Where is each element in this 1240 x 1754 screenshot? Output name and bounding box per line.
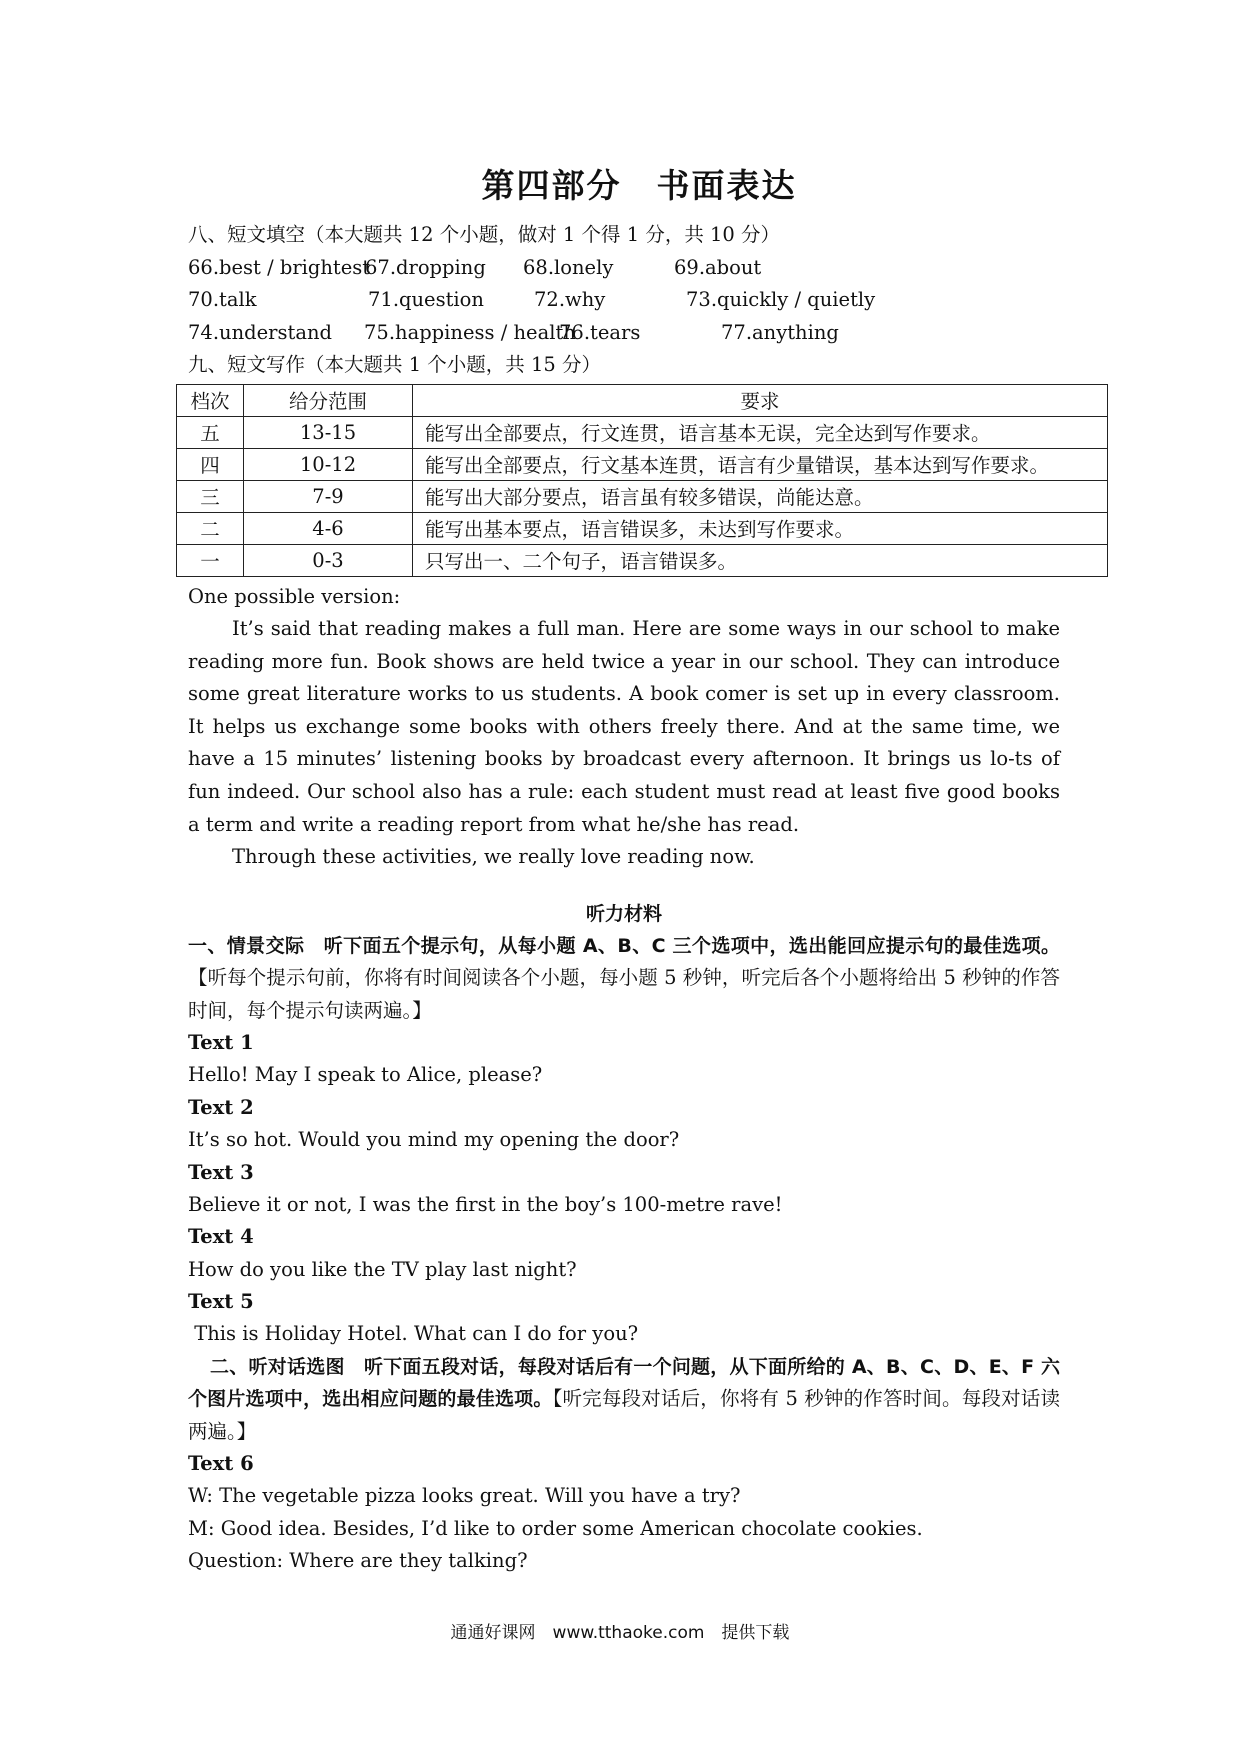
table-row [177, 512, 1108, 544]
table-cell-range: 7-9 [244, 480, 413, 512]
table-cell-range: 10-12 [244, 448, 413, 480]
answer-68: 68.lonely [523, 255, 614, 279]
answer-77: 77.anything [721, 320, 839, 344]
table-header-requirement: 要求 [413, 384, 1108, 416]
answer-75: 75.happiness / health [364, 320, 576, 344]
listening-part1-note: 【听每个提示句前，你将有时间阅读各个小题，每小题 5 秒钟，听完后各个小题将给出 5 秒钟的作答时间，每个提示句读两遍。】 [188, 966, 1060, 1022]
answer-76: 76.tears [559, 320, 641, 344]
listening-part2-note: 【听完每段对话后，你将有 5 秒钟的作答时间。每段对话读两遍。】 [188, 1387, 1060, 1443]
table-cell-level: 二 [177, 512, 244, 544]
listening-heading: 听力材料 [585, 902, 662, 925]
answer-74: 74.understand [188, 320, 332, 344]
table-cell-requirement: 能写出全部要点，行文连贯，语言基本无误，完全达到写作要求。 [413, 416, 1108, 448]
answer-row-1 [188, 252, 1060, 285]
text-label: Text 2 [188, 1095, 254, 1119]
table-header-range: 给分范围 [244, 384, 413, 416]
table-cell-level: 一 [177, 544, 244, 576]
page-title: 第四部分 书面表达 [481, 166, 797, 205]
answer-69: 69.about [674, 255, 762, 279]
text-label: Text 4 [188, 1225, 254, 1249]
text-label: Text 3 [188, 1160, 254, 1184]
dialogue-man-line: M: Good idea. Besides, I’d like to order some American chocolate cookies. [188, 1516, 923, 1540]
page-footer: 通通好课网 www.tthaoke.com 提供下载 [450, 1623, 790, 1643]
table-cell-requirement: 能写出基本要点，语言错误多，未达到写作要求。 [413, 512, 1108, 544]
text-sentence: This is Holiday Hotel. What can I do for you? [188, 1322, 639, 1346]
table-cell-range: 13-15 [244, 416, 413, 448]
table-cell-level: 三 [177, 480, 244, 512]
scoring-table [176, 384, 1108, 577]
table-cell-range: 4-6 [244, 512, 413, 544]
answer-71: 71.question [368, 288, 484, 311]
table-row [177, 416, 1108, 448]
text-label: Text 5 [188, 1290, 254, 1314]
listening-part2-instructions [188, 1351, 1060, 1448]
listening-part1-bold: 一、情景交际 听下面五个提示句，从每小题 A、B、C 三个选项中，选出能回应提示句的最佳选项。 [188, 934, 1060, 957]
sample-essay-paragraph-2: Through these activities, we really love reading now. [232, 845, 755, 869]
table-cell-requirement: 只写出一、二个句子，语言错误多。 [413, 544, 1108, 576]
table-cell-requirement: 能写出全部要点，行文基本连贯，语言有少量错误，基本达到写作要求。 [413, 448, 1108, 480]
table-cell-requirement: 能写出大部分要点，语言虽有较多错误，尚能达意。 [413, 480, 1108, 512]
table-row [177, 480, 1108, 512]
answer-72: 72.why [534, 288, 606, 311]
table-row [177, 544, 1108, 576]
sample-essay-paragraph-1: It’s said that reading makes a full man. Here are some ways in our school to make reading more fun. Book shows are held twice a year in our school. They can introduce some great literature works to us students. A book comer is set up in every classroom. It helps us exchange some books with others freely there. And at the same time, we have a 15 minutes’ listening books by broadcast every afternoon. It brings us lo-ts of fun indeed. Our school also has a rule: each student must read at least five good books a term and write a reading report from what he/she has read. [188, 617, 1060, 836]
text-sentence: Believe it or not, I was the first in the boy’s 100-metre rave! [188, 1192, 783, 1216]
listening-part1-instructions [188, 930, 1060, 1027]
table-cell-level: 四 [177, 448, 244, 480]
text-sentence: It’s so hot. Would you mind my opening the door? [188, 1128, 680, 1152]
table-row [177, 448, 1108, 480]
section8-header: 八、短文填空（本大题共 12 个小题，做对 1 个得 1 分，共 10 分） [188, 223, 781, 246]
answer-row-3 [188, 317, 1060, 350]
table-header-row [177, 384, 1108, 416]
answer-66: 66.best / brightest [188, 255, 371, 279]
section9-header: 九、短文写作（本大题共 1 个小题，共 15 分） [188, 353, 602, 376]
version-label: One possible version: [188, 584, 401, 608]
page-content [188, 160, 1060, 1578]
table-header-level: 档次 [177, 384, 244, 416]
answer-67: 67.dropping [365, 255, 486, 279]
dialogue-question: Question: Where are they talking? [188, 1549, 528, 1573]
text-sentence: Hello! May I speak to Alice, please? [188, 1063, 543, 1087]
answer-row-2 [188, 284, 1060, 317]
answer-73: 73.quickly / quietly [686, 288, 876, 311]
table-cell-range: 0-3 [244, 544, 413, 576]
listening-part2-bold: 二、听对话选图 听下面五段对话，每段对话后有一个问题，从下面所给的 A、B、C、D、E、F 六个图片选项中，选出相应问题的最佳选项。 [188, 1355, 1060, 1411]
text-label: Text 6 [188, 1452, 254, 1476]
dialogue-woman-line: W: The vegetable pizza looks great. Will you have a try? [188, 1484, 741, 1508]
answer-70: 70.talk [188, 288, 257, 311]
table-cell-level: 五 [177, 416, 244, 448]
text-sentence: How do you like the TV play last night? [188, 1257, 577, 1281]
text-label: Text 1 [188, 1030, 254, 1054]
